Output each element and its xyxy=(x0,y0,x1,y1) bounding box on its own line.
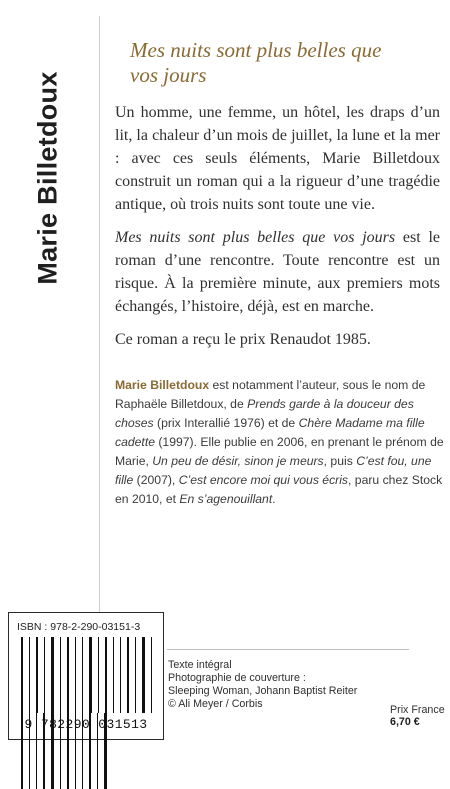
bio-text-4: , puis xyxy=(323,454,357,468)
vertical-divider xyxy=(99,16,100,648)
author-name-vertical: Marie Billetdoux xyxy=(32,71,63,285)
barcode-bar xyxy=(120,637,121,713)
credit-line-4: © Ali Meyer / Corbis xyxy=(168,698,263,710)
barcode-bar xyxy=(44,637,45,713)
price-label: Prix France xyxy=(390,704,445,716)
bio-text-5: (2007), xyxy=(133,473,179,487)
credit-line-1: Texte intégral xyxy=(168,659,232,671)
synopsis-paragraph-1: Un homme, une femme, un hôtel, les draps d’un lit, la chaleur d’un mois de juillet, la lune et la mer : avec ces seuls éléments, Marie Billetdoux construit un roman qui a la rigueur d’une tragédie antique, où trois nuits sont toute une vie. xyxy=(115,104,440,213)
synopsis-paragraph-2-text: est le roman d’une rencontre. Toute rencontre est un risque. À la première minute, aux premiers mots échangés, l’histoire, déjà, est en marche. xyxy=(115,229,440,315)
barcode-bar xyxy=(82,637,83,713)
bio-text-1: est notamment l’auteur, sous le nom de Raphaële Billetdoux, de xyxy=(115,378,426,411)
cover-credits xyxy=(168,659,368,711)
barcode-bar xyxy=(151,637,152,713)
bio-work-3: Un peu de désir, sinon je meurs xyxy=(152,454,324,468)
barcode-bar xyxy=(105,637,107,713)
barcode-bar xyxy=(113,637,114,713)
barcode-bar xyxy=(127,637,129,713)
bio-text-6: , paru chez Stock en 2010, et xyxy=(115,473,443,506)
credit-line-2: Photographie de couverture : xyxy=(168,672,306,684)
bio-text-2: (prix Interallié 1976) et de xyxy=(153,416,299,430)
barcode-bar xyxy=(21,637,23,713)
barcode-graphic xyxy=(21,637,157,713)
bio-work-4: C’est fou, une fille xyxy=(115,454,432,487)
bio-work-2: Chère Madame ma fille cadette xyxy=(115,416,425,449)
isbn-label: ISBN : 978-2-290-03151-3 xyxy=(17,621,141,633)
bio-text-7: . xyxy=(272,492,276,506)
barcode-bar xyxy=(29,637,30,713)
book-title: Mes nuits sont plus belles que vos jours xyxy=(130,38,382,87)
barcode-bar xyxy=(51,637,54,713)
author-bio xyxy=(115,376,445,509)
price-block xyxy=(390,704,446,728)
bio-work-6: En s’agenouillant xyxy=(179,492,273,506)
synopsis-paragraph-3: Ce roman a reçu le prix Renaudot 1985. xyxy=(115,331,371,348)
spine xyxy=(12,28,84,328)
price-value: 6,70 € xyxy=(390,716,420,728)
synopsis-paragraph-2 xyxy=(115,226,440,318)
barcode-bar xyxy=(135,637,136,713)
credits-divider xyxy=(167,649,409,650)
bio-author-name: Marie Billetdoux xyxy=(115,378,210,392)
barcode-bar xyxy=(89,637,92,713)
barcode-bar xyxy=(98,637,99,713)
barcode-box xyxy=(8,612,164,740)
barcode-digits: 9 782290 031513 xyxy=(24,717,148,732)
barcode-bar xyxy=(60,637,61,713)
barcode-bar xyxy=(75,637,76,713)
barcode-bar xyxy=(67,637,69,713)
synopsis-title-ref: Mes nuits sont plus belles que vos jours xyxy=(115,229,396,246)
credit-line-3: Sleeping Woman, Johann Baptist Reiter xyxy=(168,685,358,697)
bio-work-1: Prends garde à la douceur des choses xyxy=(115,397,414,430)
barcode-bar xyxy=(142,637,145,713)
synopsis xyxy=(115,101,440,351)
bio-text-3: (1997). Elle publie en 2006, en prenant le prénom de Marie, xyxy=(115,435,444,468)
bio-work-5: C’est encore moi qui vous écris xyxy=(178,473,349,487)
barcode-bar xyxy=(36,637,38,713)
